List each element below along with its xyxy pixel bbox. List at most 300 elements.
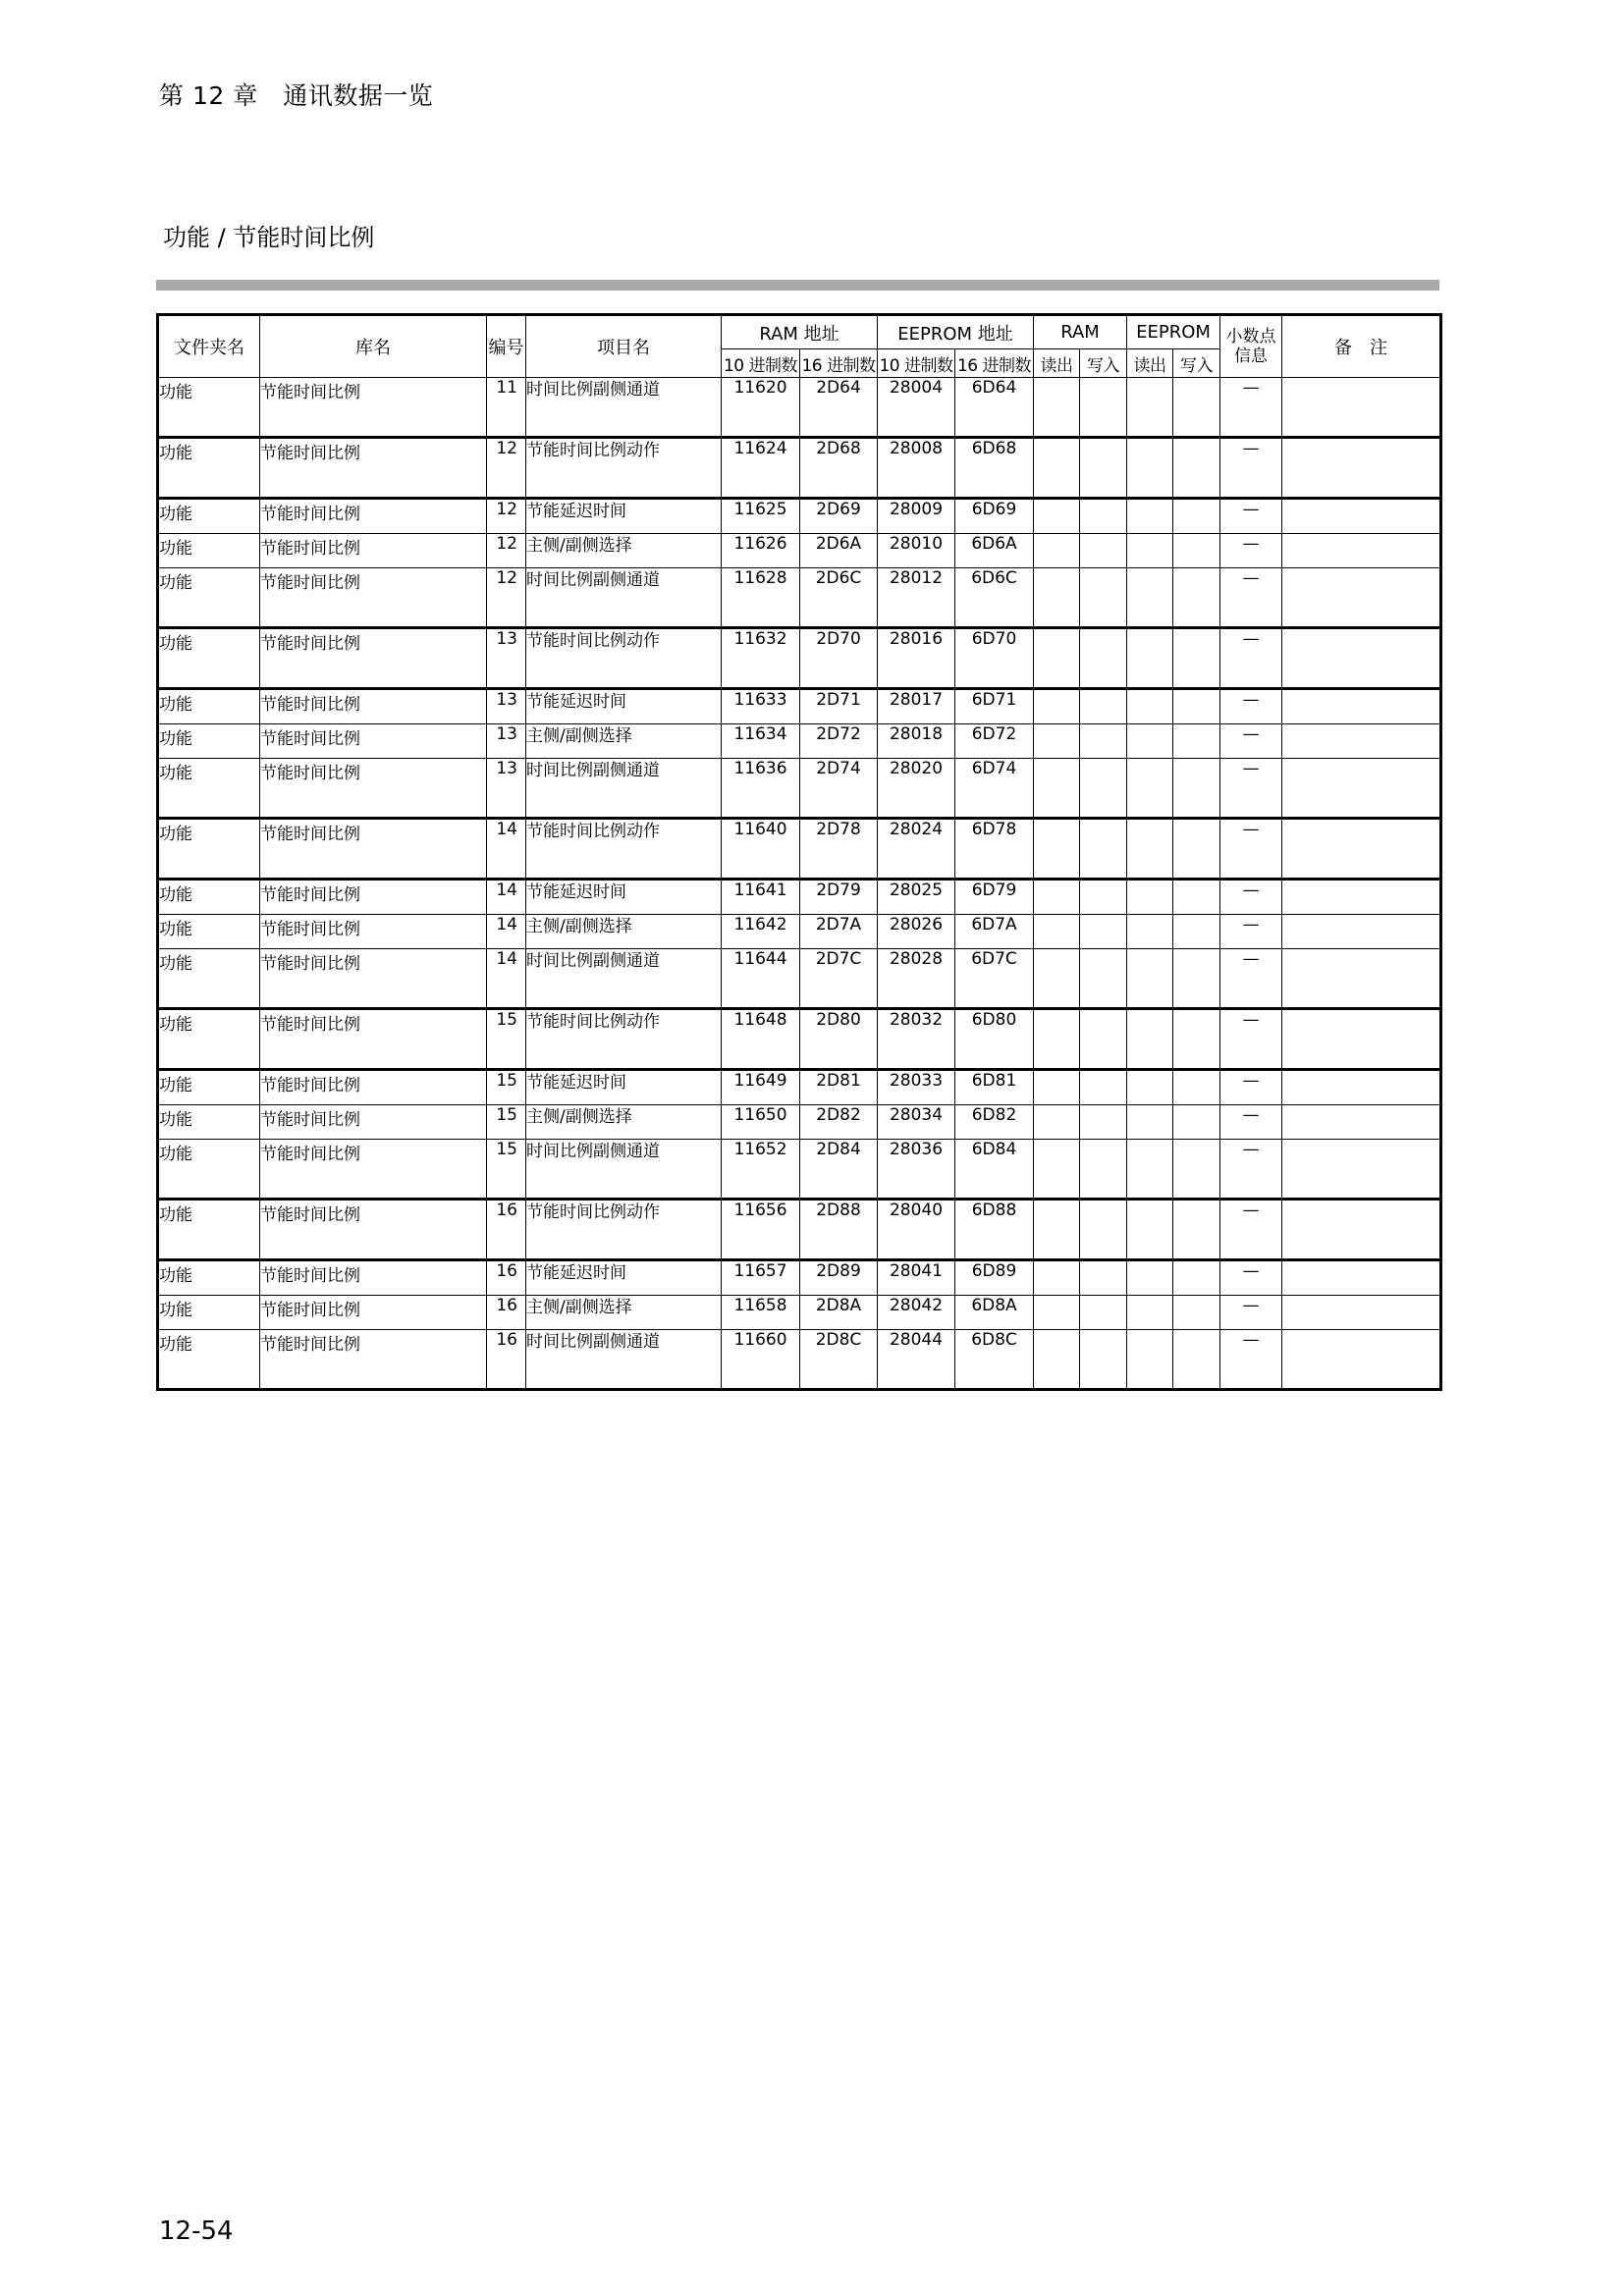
cell-ram-dec: 11648	[722, 1009, 800, 1070]
cell-remark	[1282, 689, 1441, 724]
cell-remark	[1282, 1105, 1441, 1140]
cell-library: 节能时间比例	[260, 1200, 487, 1260]
cell-ram-dec: 11625	[722, 499, 800, 534]
cell-eeprom-hex: 6D6A	[955, 534, 1034, 568]
cell-item: 节能延迟时间	[526, 1260, 722, 1296]
cell-eeprom-read	[1127, 438, 1173, 499]
cell-ram-read	[1034, 1330, 1080, 1390]
cell-ram-write	[1080, 1296, 1127, 1330]
cell-item: 时间比例副侧通道	[526, 568, 722, 628]
cell-ram-hex: 2D78	[800, 819, 878, 880]
cell-item: 节能时间比例动作	[526, 1200, 722, 1260]
cell-ram-hex: 2D68	[800, 438, 878, 499]
cell-ram-dec: 11650	[722, 1105, 800, 1140]
cell-eeprom-dec: 28025	[878, 880, 955, 915]
cell-library: 节能时间比例	[260, 689, 487, 724]
cell-folder: 功能	[158, 628, 260, 689]
cell-eeprom-dec: 28040	[878, 1200, 955, 1260]
header-ram: RAM	[1034, 315, 1127, 349]
header-eeprom-address: EEPROM 地址	[878, 315, 1034, 349]
cell-item: 主侧/副侧选择	[526, 915, 722, 949]
table-row	[158, 1070, 1441, 1105]
cell-library: 节能时间比例	[260, 628, 487, 689]
cell-ram-hex: 2D72	[800, 724, 878, 759]
cell-ram-dec: 11657	[722, 1260, 800, 1296]
cell-eeprom-write	[1173, 1296, 1220, 1330]
cell-eeprom-write	[1173, 759, 1220, 819]
cell-ram-write	[1080, 949, 1127, 1009]
cell-ram-read	[1034, 1260, 1080, 1296]
cell-decimal-info: —	[1220, 1105, 1282, 1140]
table-row	[158, 568, 1441, 628]
cell-ram-write	[1080, 759, 1127, 819]
cell-folder: 功能	[158, 438, 260, 499]
cell-number: 13	[487, 724, 526, 759]
cell-number: 14	[487, 819, 526, 880]
cell-library: 节能时间比例	[260, 499, 487, 534]
cell-ram-read	[1034, 689, 1080, 724]
cell-ram-dec: 11641	[722, 880, 800, 915]
header-item: 项目名	[526, 315, 722, 378]
cell-eeprom-dec: 28044	[878, 1330, 955, 1390]
cell-item: 节能延迟时间	[526, 499, 722, 534]
cell-eeprom-write	[1173, 724, 1220, 759]
cell-eeprom-hex: 6D82	[955, 1105, 1034, 1140]
cell-item: 节能时间比例动作	[526, 438, 722, 499]
cell-ram-hex: 2D81	[800, 1070, 878, 1105]
cell-ram-write	[1080, 1260, 1127, 1296]
cell-item: 时间比例副侧通道	[526, 378, 722, 438]
cell-item: 节能延迟时间	[526, 1070, 722, 1105]
cell-library: 节能时间比例	[260, 880, 487, 915]
cell-ram-write	[1080, 568, 1127, 628]
table-row	[158, 499, 1441, 534]
cell-ram-dec: 11642	[722, 915, 800, 949]
cell-eeprom-hex: 6D80	[955, 1009, 1034, 1070]
cell-ram-read	[1034, 819, 1080, 880]
cell-decimal-info: —	[1220, 499, 1282, 534]
cell-number: 11	[487, 378, 526, 438]
cell-folder: 功能	[158, 1330, 260, 1390]
cell-folder: 功能	[158, 949, 260, 1009]
cell-ram-hex: 2D7A	[800, 915, 878, 949]
cell-remark	[1282, 724, 1441, 759]
cell-remark	[1282, 499, 1441, 534]
cell-remark	[1282, 1330, 1441, 1390]
table-row	[158, 1105, 1441, 1140]
cell-number: 12	[487, 534, 526, 568]
cell-folder: 功能	[158, 1200, 260, 1260]
table-row	[158, 915, 1441, 949]
cell-library: 节能时间比例	[260, 949, 487, 1009]
cell-item: 节能延迟时间	[526, 880, 722, 915]
cell-decimal-info: —	[1220, 819, 1282, 880]
cell-folder: 功能	[158, 534, 260, 568]
cell-eeprom-hex: 6D88	[955, 1200, 1034, 1260]
cell-eeprom-dec: 28020	[878, 759, 955, 819]
cell-ram-dec: 11658	[722, 1296, 800, 1330]
cell-library: 节能时间比例	[260, 1330, 487, 1390]
cell-eeprom-write	[1173, 949, 1220, 1009]
cell-eeprom-write	[1173, 628, 1220, 689]
cell-eeprom-read	[1127, 1260, 1173, 1296]
cell-library: 节能时间比例	[260, 534, 487, 568]
cell-eeprom-read	[1127, 1070, 1173, 1105]
cell-eeprom-read	[1127, 534, 1173, 568]
page-number: 12-54	[159, 2216, 234, 2246]
cell-ram-hex: 2D6A	[800, 534, 878, 568]
cell-eeprom-read	[1127, 1200, 1173, 1260]
cell-item: 节能时间比例动作	[526, 628, 722, 689]
table-row	[158, 1009, 1441, 1070]
cell-decimal-info: —	[1220, 689, 1282, 724]
cell-ram-dec: 11649	[722, 1070, 800, 1105]
cell-library: 节能时间比例	[260, 568, 487, 628]
cell-library: 节能时间比例	[260, 1260, 487, 1296]
cell-eeprom-hex: 6D79	[955, 880, 1034, 915]
cell-eeprom-hex: 6D8A	[955, 1296, 1034, 1330]
cell-decimal-info: —	[1220, 724, 1282, 759]
cell-ram-dec: 11633	[722, 689, 800, 724]
cell-ram-read	[1034, 499, 1080, 534]
cell-eeprom-read	[1127, 568, 1173, 628]
cell-eeprom-read	[1127, 1009, 1173, 1070]
cell-eeprom-dec: 28024	[878, 819, 955, 880]
cell-remark	[1282, 568, 1441, 628]
cell-remark	[1282, 534, 1441, 568]
cell-ram-hex: 2D8A	[800, 1296, 878, 1330]
cell-eeprom-hex: 6D72	[955, 724, 1034, 759]
cell-eeprom-dec: 28016	[878, 628, 955, 689]
header-decimal-line1: 小数点	[1225, 327, 1276, 347]
cell-ram-write	[1080, 628, 1127, 689]
cell-item: 时间比例副侧通道	[526, 759, 722, 819]
cell-eeprom-read	[1127, 378, 1173, 438]
cell-ram-hex: 2D8C	[800, 1330, 878, 1390]
cell-number: 15	[487, 1105, 526, 1140]
cell-number: 16	[487, 1200, 526, 1260]
cell-folder: 功能	[158, 819, 260, 880]
cell-decimal-info: —	[1220, 1009, 1282, 1070]
cell-ram-dec: 11652	[722, 1140, 800, 1200]
table-row	[158, 438, 1441, 499]
cell-remark	[1282, 819, 1441, 880]
cell-ram-hex: 2D89	[800, 1260, 878, 1296]
cell-eeprom-hex: 6D68	[955, 438, 1034, 499]
table-row	[158, 949, 1441, 1009]
cell-eeprom-read	[1127, 880, 1173, 915]
section-title: 功能 / 节能时间比例	[163, 224, 375, 251]
header-remark: 备 注	[1282, 315, 1441, 378]
cell-eeprom-read	[1127, 689, 1173, 724]
cell-remark	[1282, 438, 1441, 499]
cell-item: 节能时间比例动作	[526, 1009, 722, 1070]
cell-ram-dec: 11626	[722, 534, 800, 568]
cell-ram-hex: 2D64	[800, 378, 878, 438]
cell-folder: 功能	[158, 1296, 260, 1330]
cell-ram-write	[1080, 438, 1127, 499]
header-ram-address: RAM 地址	[722, 315, 878, 349]
cell-item: 时间比例副侧通道	[526, 1140, 722, 1200]
cell-ram-read	[1034, 568, 1080, 628]
header-eeprom-dec: 10 进制数	[878, 349, 955, 378]
cell-item: 时间比例副侧通道	[526, 949, 722, 1009]
cell-ram-write	[1080, 378, 1127, 438]
cell-ram-read	[1034, 438, 1080, 499]
cell-eeprom-write	[1173, 1330, 1220, 1390]
cell-eeprom-dec: 28026	[878, 915, 955, 949]
table-row	[158, 378, 1441, 438]
cell-eeprom-write	[1173, 1140, 1220, 1200]
cell-decimal-info: —	[1220, 1200, 1282, 1260]
header-eeprom-write: 写入	[1173, 349, 1220, 378]
cell-eeprom-dec: 28028	[878, 949, 955, 1009]
cell-remark	[1282, 378, 1441, 438]
table-row	[158, 1260, 1441, 1296]
cell-library: 节能时间比例	[260, 1070, 487, 1105]
cell-ram-write	[1080, 724, 1127, 759]
cell-number: 15	[487, 1140, 526, 1200]
cell-item: 主侧/副侧选择	[526, 1105, 722, 1140]
cell-eeprom-hex: 6D81	[955, 1070, 1034, 1105]
cell-library: 节能时间比例	[260, 378, 487, 438]
cell-ram-read	[1034, 1140, 1080, 1200]
cell-number: 12	[487, 568, 526, 628]
cell-decimal-info: —	[1220, 1070, 1282, 1105]
cell-decimal-info: —	[1220, 759, 1282, 819]
section-divider	[156, 280, 1439, 291]
table-row	[158, 1296, 1441, 1330]
cell-item: 时间比例副侧通道	[526, 1330, 722, 1390]
cell-ram-write	[1080, 1140, 1127, 1200]
cell-ram-hex: 2D71	[800, 689, 878, 724]
cell-ram-dec: 11634	[722, 724, 800, 759]
cell-folder: 功能	[158, 915, 260, 949]
cell-eeprom-read	[1127, 1140, 1173, 1200]
header-eeprom: EEPROM	[1127, 315, 1220, 349]
cell-eeprom-hex: 6D7A	[955, 915, 1034, 949]
cell-ram-read	[1034, 1009, 1080, 1070]
cell-ram-read	[1034, 534, 1080, 568]
cell-remark	[1282, 1070, 1441, 1105]
cell-ram-hex: 2D69	[800, 499, 878, 534]
table-row	[158, 628, 1441, 689]
cell-number: 12	[487, 499, 526, 534]
cell-ram-hex: 2D6C	[800, 568, 878, 628]
cell-folder: 功能	[158, 568, 260, 628]
cell-number: 16	[487, 1330, 526, 1390]
cell-library: 节能时间比例	[260, 1296, 487, 1330]
cell-eeprom-hex: 6D78	[955, 819, 1034, 880]
cell-folder: 功能	[158, 1009, 260, 1070]
cell-eeprom-write	[1173, 378, 1220, 438]
cell-library: 节能时间比例	[260, 1105, 487, 1140]
cell-ram-dec: 11636	[722, 759, 800, 819]
cell-ram-read	[1034, 880, 1080, 915]
cell-number: 15	[487, 1070, 526, 1105]
cell-ram-dec: 11644	[722, 949, 800, 1009]
cell-ram-read	[1034, 724, 1080, 759]
cell-ram-dec: 11640	[722, 819, 800, 880]
cell-decimal-info: —	[1220, 1140, 1282, 1200]
cell-eeprom-write	[1173, 1105, 1220, 1140]
cell-eeprom-dec: 28018	[878, 724, 955, 759]
table-row	[158, 1140, 1441, 1200]
cell-eeprom-write	[1173, 915, 1220, 949]
cell-eeprom-dec: 28033	[878, 1070, 955, 1105]
cell-ram-read	[1034, 628, 1080, 689]
cell-ram-write	[1080, 880, 1127, 915]
cell-folder: 功能	[158, 1140, 260, 1200]
cell-ram-hex: 2D70	[800, 628, 878, 689]
cell-folder: 功能	[158, 724, 260, 759]
cell-library: 节能时间比例	[260, 819, 487, 880]
cell-decimal-info: —	[1220, 378, 1282, 438]
cell-folder: 功能	[158, 1070, 260, 1105]
cell-ram-read	[1034, 378, 1080, 438]
header-ram-write: 写入	[1080, 349, 1127, 378]
cell-ram-dec: 11624	[722, 438, 800, 499]
cell-ram-write	[1080, 819, 1127, 880]
cell-eeprom-write	[1173, 534, 1220, 568]
cell-ram-dec: 11632	[722, 628, 800, 689]
cell-item: 主侧/副侧选择	[526, 1296, 722, 1330]
cell-eeprom-read	[1127, 915, 1173, 949]
cell-ram-dec: 11620	[722, 378, 800, 438]
cell-decimal-info: —	[1220, 534, 1282, 568]
cell-ram-write	[1080, 689, 1127, 724]
cell-eeprom-write	[1173, 1260, 1220, 1296]
cell-library: 节能时间比例	[260, 1009, 487, 1070]
cell-library: 节能时间比例	[260, 1140, 487, 1200]
cell-eeprom-dec: 28042	[878, 1296, 955, 1330]
cell-number: 14	[487, 915, 526, 949]
cell-eeprom-write	[1173, 1070, 1220, 1105]
cell-eeprom-read	[1127, 724, 1173, 759]
cell-item: 节能延迟时间	[526, 689, 722, 724]
cell-number: 14	[487, 949, 526, 1009]
cell-eeprom-write	[1173, 568, 1220, 628]
cell-ram-write	[1080, 915, 1127, 949]
cell-remark	[1282, 628, 1441, 689]
cell-ram-read	[1034, 949, 1080, 1009]
cell-number: 13	[487, 628, 526, 689]
table-row	[158, 1200, 1441, 1260]
header-decimal-line2: 信息	[1234, 347, 1268, 366]
cell-number: 16	[487, 1260, 526, 1296]
table-row	[158, 724, 1441, 759]
cell-number: 16	[487, 1296, 526, 1330]
cell-decimal-info: —	[1220, 438, 1282, 499]
cell-ram-dec: 11656	[722, 1200, 800, 1260]
header-library: 库名	[260, 315, 487, 378]
cell-library: 节能时间比例	[260, 759, 487, 819]
cell-eeprom-read	[1127, 949, 1173, 1009]
cell-eeprom-read	[1127, 1296, 1173, 1330]
cell-eeprom-read	[1127, 759, 1173, 819]
table-body	[158, 378, 1441, 1390]
cell-ram-hex: 2D79	[800, 880, 878, 915]
cell-folder: 功能	[158, 689, 260, 724]
cell-ram-hex: 2D88	[800, 1200, 878, 1260]
cell-folder: 功能	[158, 378, 260, 438]
cell-ram-read	[1034, 915, 1080, 949]
cell-ram-read	[1034, 1105, 1080, 1140]
cell-eeprom-write	[1173, 689, 1220, 724]
cell-eeprom-hex: 6D7C	[955, 949, 1034, 1009]
cell-ram-write	[1080, 1009, 1127, 1070]
cell-ram-hex: 2D80	[800, 1009, 878, 1070]
cell-library: 节能时间比例	[260, 915, 487, 949]
cell-decimal-info: —	[1220, 568, 1282, 628]
cell-eeprom-dec: 28010	[878, 534, 955, 568]
table-row	[158, 819, 1441, 880]
cell-remark	[1282, 1260, 1441, 1296]
cell-folder: 功能	[158, 759, 260, 819]
cell-eeprom-hex: 6D70	[955, 628, 1034, 689]
cell-ram-hex: 2D7C	[800, 949, 878, 1009]
cell-number: 13	[487, 759, 526, 819]
cell-eeprom-hex: 6D84	[955, 1140, 1034, 1200]
cell-item: 主侧/副侧选择	[526, 534, 722, 568]
cell-ram-hex: 2D74	[800, 759, 878, 819]
cell-eeprom-dec: 28017	[878, 689, 955, 724]
cell-ram-read	[1034, 759, 1080, 819]
cell-ram-write	[1080, 1105, 1127, 1140]
table-row	[158, 689, 1441, 724]
cell-library: 节能时间比例	[260, 724, 487, 759]
cell-library: 节能时间比例	[260, 438, 487, 499]
cell-eeprom-read	[1127, 1330, 1173, 1390]
cell-remark	[1282, 1009, 1441, 1070]
cell-decimal-info: —	[1220, 880, 1282, 915]
table-row	[158, 759, 1441, 819]
cell-eeprom-write	[1173, 819, 1220, 880]
cell-ram-write	[1080, 1070, 1127, 1105]
cell-remark	[1282, 1140, 1441, 1200]
cell-folder: 功能	[158, 1260, 260, 1296]
cell-eeprom-dec: 28008	[878, 438, 955, 499]
cell-folder: 功能	[158, 499, 260, 534]
cell-decimal-info: —	[1220, 1296, 1282, 1330]
cell-eeprom-dec: 28041	[878, 1260, 955, 1296]
cell-ram-hex: 2D84	[800, 1140, 878, 1200]
header-eeprom-hex: 16 进制数	[955, 349, 1034, 378]
cell-ram-read	[1034, 1070, 1080, 1105]
cell-eeprom-dec: 28034	[878, 1105, 955, 1140]
cell-eeprom-hex: 6D89	[955, 1260, 1034, 1296]
cell-ram-dec: 11628	[722, 568, 800, 628]
cell-item: 主侧/副侧选择	[526, 724, 722, 759]
cell-remark	[1282, 1200, 1441, 1260]
cell-eeprom-hex: 6D74	[955, 759, 1034, 819]
cell-remark	[1282, 949, 1441, 1009]
header-folder: 文件夹名	[158, 315, 260, 378]
cell-remark	[1282, 759, 1441, 819]
cell-eeprom-dec: 28036	[878, 1140, 955, 1200]
cell-decimal-info: —	[1220, 949, 1282, 1009]
cell-eeprom-hex: 6D69	[955, 499, 1034, 534]
table-row	[158, 880, 1441, 915]
cell-eeprom-dec: 28012	[878, 568, 955, 628]
cell-ram-write	[1080, 534, 1127, 568]
cell-number: 13	[487, 689, 526, 724]
header-number: 编号	[487, 315, 526, 378]
cell-eeprom-write	[1173, 1200, 1220, 1260]
cell-eeprom-hex: 6D64	[955, 378, 1034, 438]
cell-decimal-info: —	[1220, 1260, 1282, 1296]
cell-ram-read	[1034, 1200, 1080, 1260]
